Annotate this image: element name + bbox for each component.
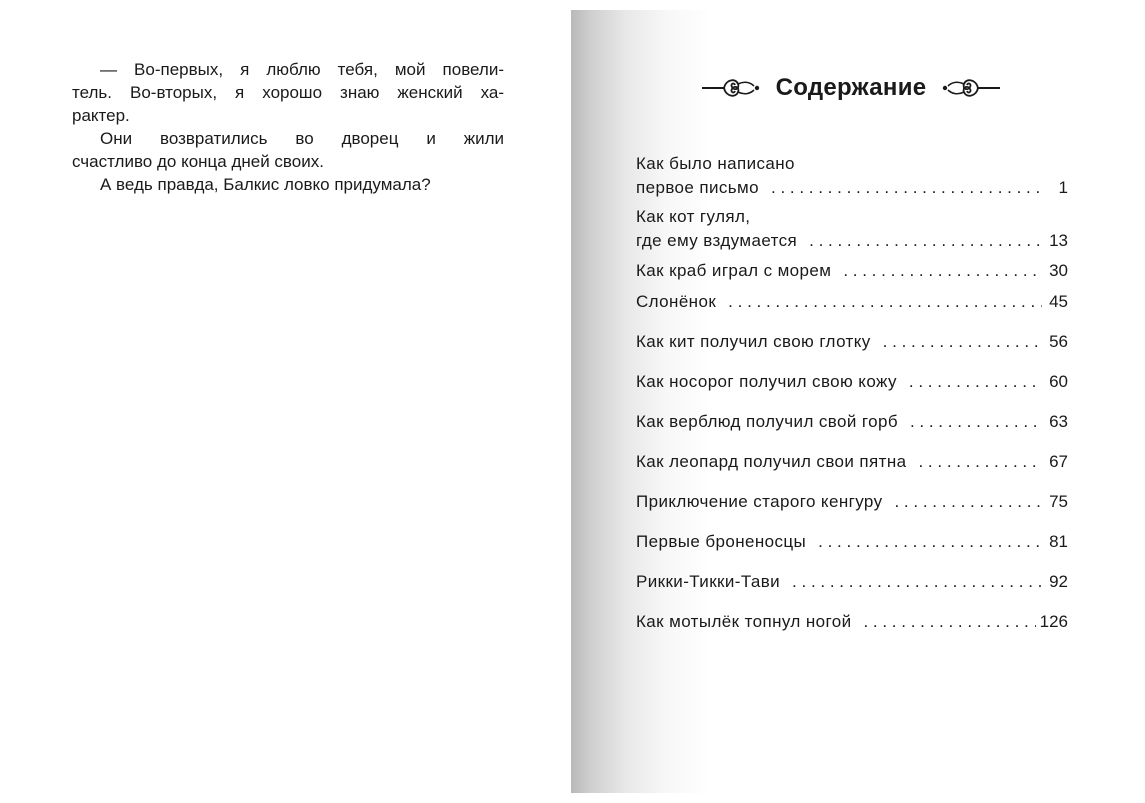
- toc-page-number: 30: [1049, 261, 1068, 280]
- right-ornament-icon: [940, 73, 1002, 103]
- toc-entry-title: Первые броненосцы: [636, 532, 807, 551]
- toc-entry[interactable]: [636, 290, 1068, 314]
- toc-entry[interactable]: [636, 610, 1068, 634]
- toc-entry[interactable]: [636, 410, 1068, 434]
- toc-entry-title: Как мотылёк топнул ногой: [636, 612, 852, 631]
- toc-entry[interactable]: [636, 330, 1068, 354]
- toc-page-number: 81: [1049, 532, 1068, 551]
- toc-entry-title: Как краб играл с морем: [636, 261, 832, 280]
- toc-entry-title-line1: Как кот гулял,: [636, 207, 751, 226]
- text-line: — Во-первых, я люблю тебя, мой повели-: [100, 60, 504, 79]
- dot-leader: [863, 610, 1035, 634]
- toc-page-number: 63: [1049, 412, 1068, 431]
- dot-leader: [909, 370, 1042, 394]
- toc-entry[interactable]: [636, 490, 1068, 514]
- toc-entry[interactable]: [636, 259, 1068, 283]
- dot-leader: [918, 450, 1042, 474]
- dot-leader: [818, 530, 1042, 554]
- dot-leader: [809, 229, 1042, 253]
- dot-leader: [910, 410, 1042, 434]
- toc-entry-title: где ему вздумается: [636, 231, 798, 250]
- text-line: А ведь правда, Балкис ловко придумала?: [100, 175, 431, 194]
- toc-page-number: 1: [1058, 178, 1068, 197]
- text-line: рактер.: [72, 106, 130, 125]
- dot-leader: [883, 330, 1042, 354]
- toc-entry[interactable]: [636, 450, 1068, 474]
- toc-entry-title: Приключение старого кенгуру: [636, 492, 883, 511]
- toc-entry[interactable]: [636, 205, 1068, 253]
- toc-title: Содержание: [775, 74, 927, 101]
- toc-entry-title-line1: Как было написано: [636, 154, 795, 173]
- right-page: [571, 10, 1141, 793]
- toc-heading: [700, 70, 1002, 106]
- toc-page-number: 67: [1049, 452, 1068, 471]
- left-page: [0, 0, 571, 803]
- text-line: Они возвратились во дворец и жили: [100, 129, 504, 148]
- toc-entry[interactable]: [636, 152, 1068, 200]
- toc-entry[interactable]: [636, 530, 1068, 554]
- toc-entry-title: Как кит получил свою глотку: [636, 332, 871, 351]
- toc-page-number: 56: [1049, 332, 1068, 351]
- toc-entry-title: первое письмо: [636, 178, 759, 197]
- dot-leader: [792, 570, 1042, 594]
- text-line: тель. Во-вторых, я хорошо знаю женский ха-: [72, 83, 504, 102]
- toc-page-number: 13: [1049, 231, 1068, 250]
- toc-entry-title: Как леопард получил свои пятна: [636, 452, 907, 471]
- toc-entry-title: Слонёнок: [636, 292, 717, 311]
- toc-page-number: 75: [1049, 492, 1068, 511]
- dot-leader: [728, 290, 1042, 314]
- text-line: счастливо до конца дней своих.: [72, 152, 324, 171]
- dot-leader: [843, 259, 1042, 283]
- toc-page-number: 60: [1049, 372, 1068, 391]
- toc-entry-title: Рикки-Тикки-Тави: [636, 572, 781, 591]
- toc-entry-title: Как носорог получил свою кожу: [636, 372, 897, 391]
- toc-entry-title: Как верблюд получил свой горб: [636, 412, 898, 431]
- toc-page-number: 45: [1049, 292, 1068, 311]
- toc-entry[interactable]: [636, 570, 1068, 594]
- dot-leader: [894, 490, 1042, 514]
- left-ornament-icon: [700, 73, 762, 103]
- story-ending-text: [72, 58, 504, 196]
- dot-leader: [771, 176, 1042, 200]
- toc-entry[interactable]: [636, 370, 1068, 394]
- toc-page-number: 126: [1039, 612, 1068, 631]
- toc-page-number: 92: [1049, 572, 1068, 591]
